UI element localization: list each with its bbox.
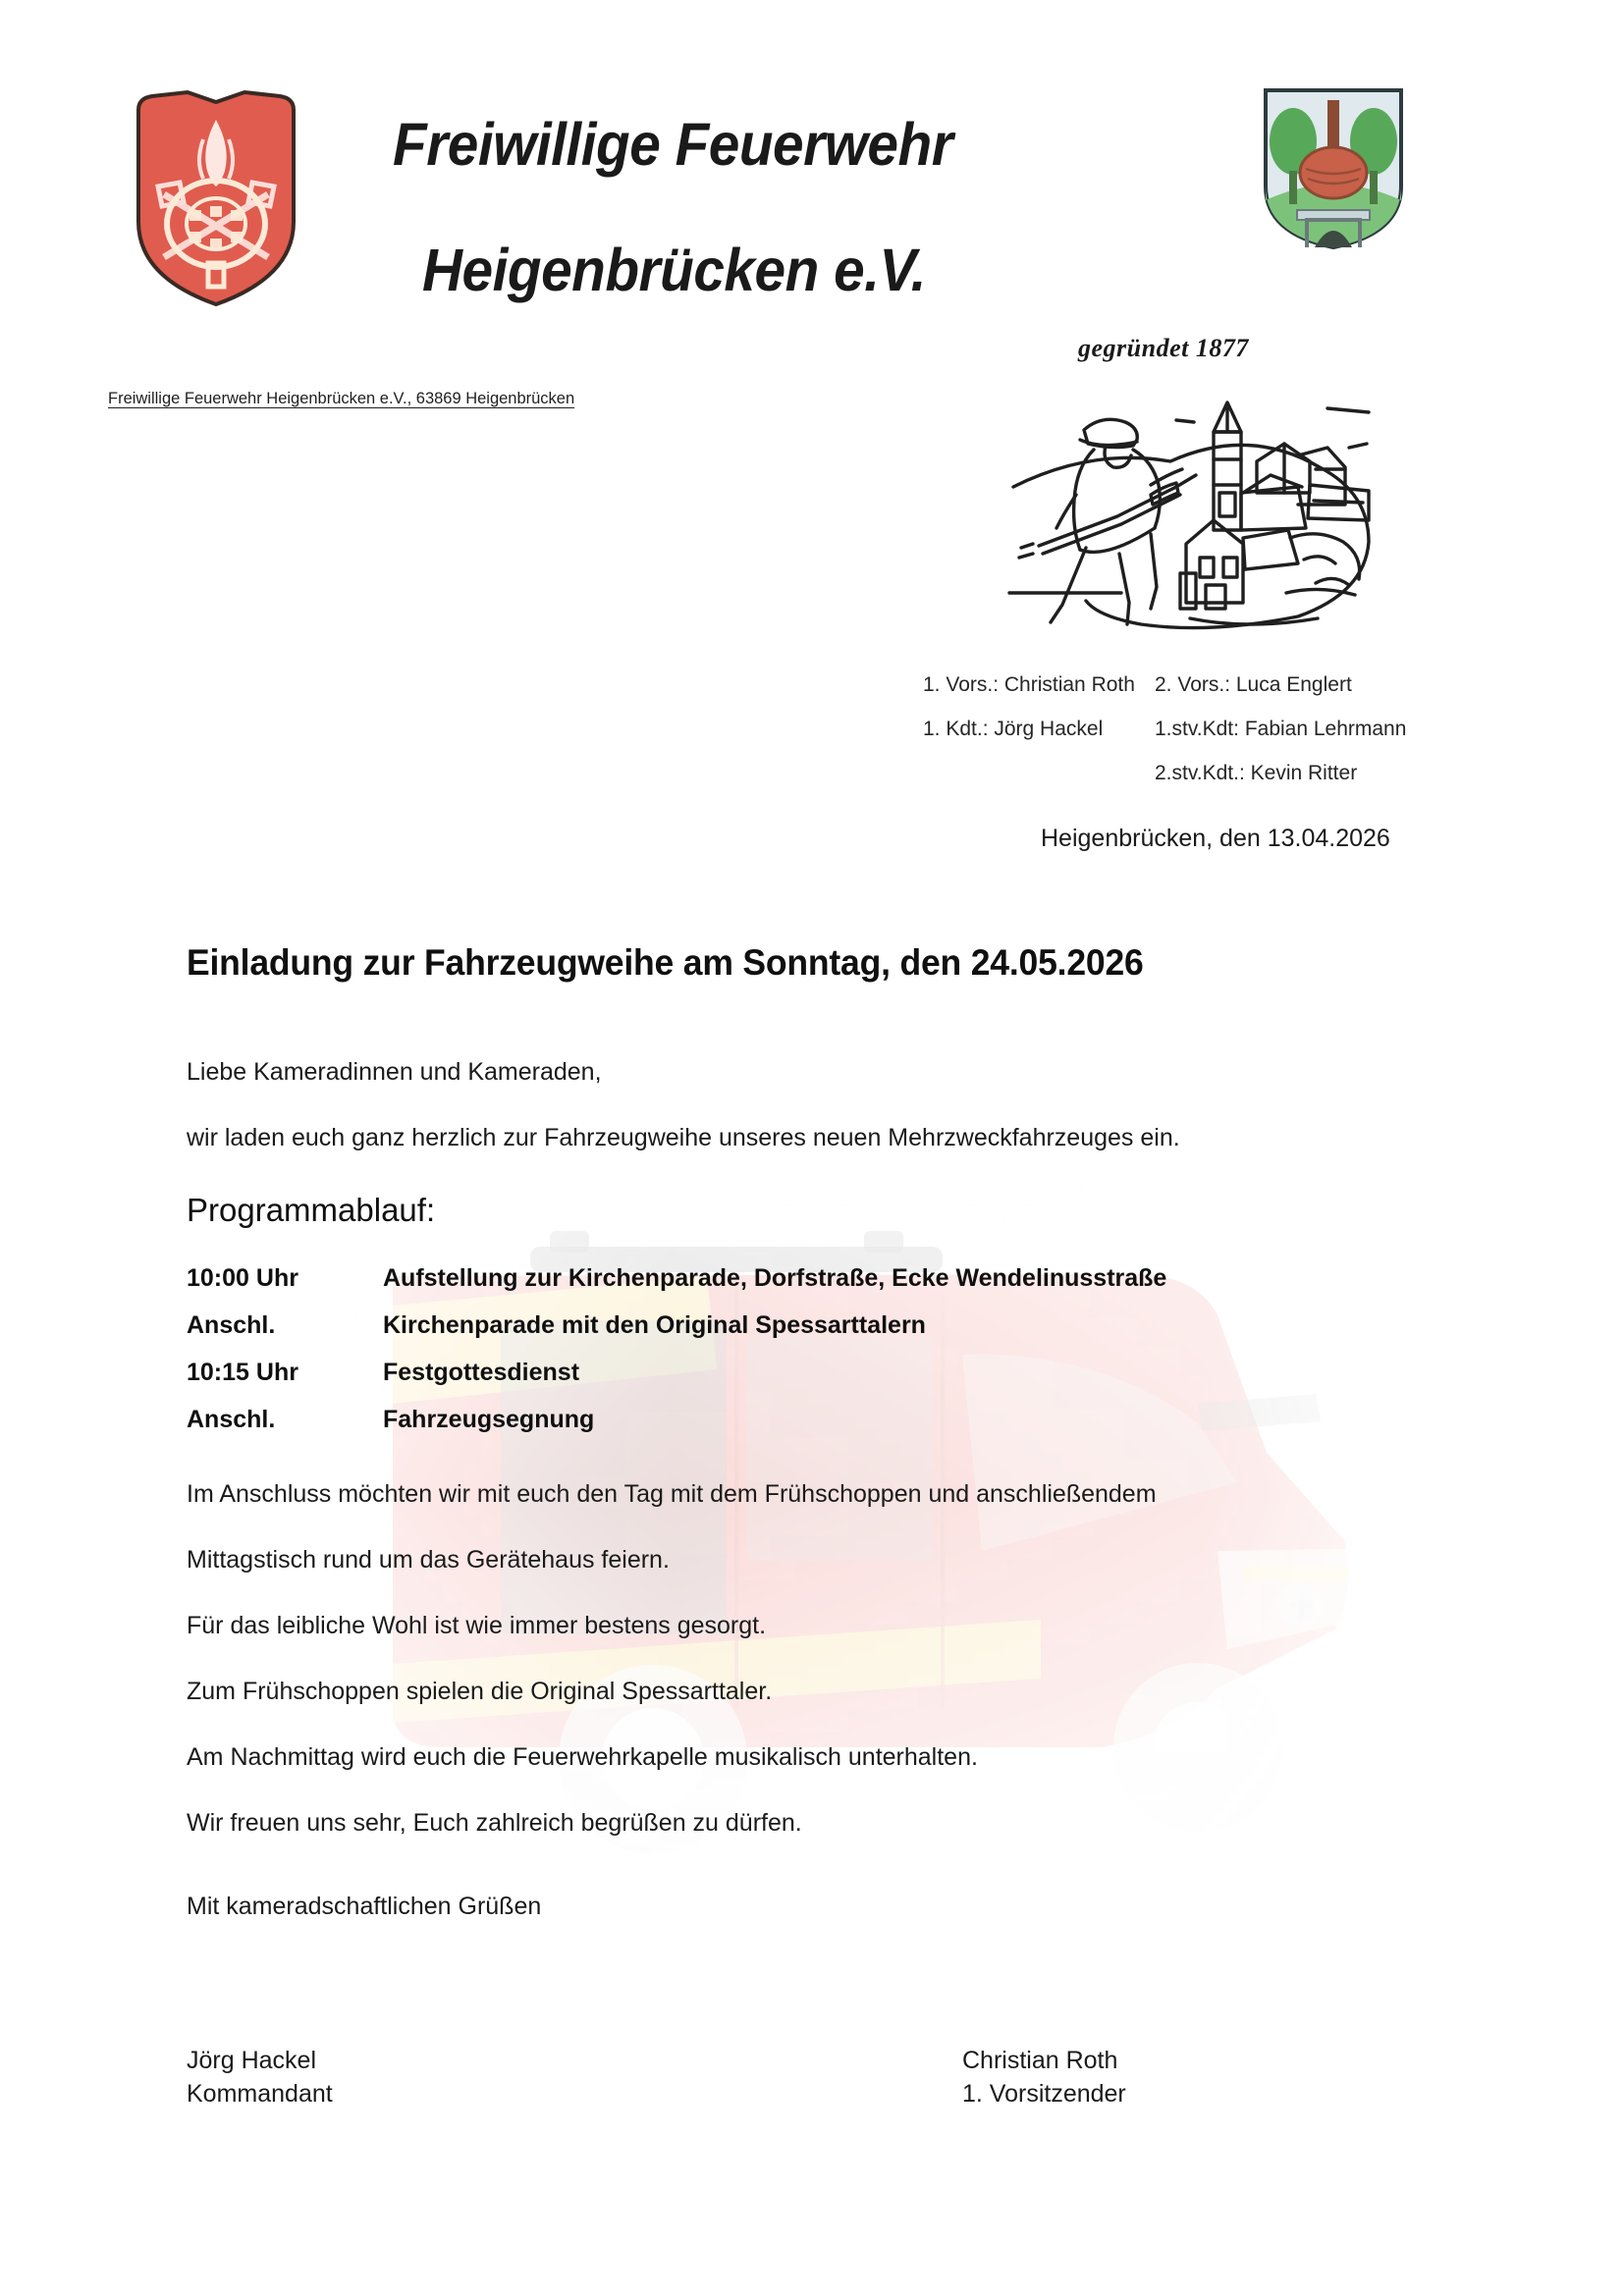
schedule-time: 10:15 Uhr — [187, 1359, 298, 1386]
officer-row — [923, 718, 1473, 762]
signature-name-right: Christian Roth — [962, 2047, 1118, 2074]
officer-name: 2. Vors.: Luca Englert — [1155, 673, 1352, 696]
heigenbruecken-village-crest-icon — [1260, 84, 1407, 251]
officer-name: 1. Vors.: Christian Roth — [923, 673, 1135, 696]
schedule-row — [187, 1359, 1463, 1406]
closing-greeting: Mit kameradschaftlichen Grüßen — [187, 1893, 542, 1920]
return-address-line: Freiwillige Feuerwehr Heigenbrücken e.V., 63869 Heigenbrücken — [108, 389, 575, 407]
schedule-description: Festgottesdienst — [383, 1359, 580, 1386]
letterhead — [0, 0, 1624, 373]
programme-schedule — [187, 1264, 1463, 1453]
schedule-time: Anschl. — [187, 1406, 276, 1433]
schedule-description: Fahrzeugsegnung — [383, 1406, 595, 1433]
place-and-date: Heigenbrücken, den 13.04.2026 — [1041, 825, 1390, 852]
signature-block — [187, 2047, 1463, 2113]
schedule-description: Kirchenparade mit den Original Spessarttalern — [383, 1311, 926, 1339]
officers-list — [923, 673, 1473, 806]
schedule-row — [187, 1406, 1463, 1453]
schedule-time: Anschl. — [187, 1311, 276, 1339]
officer-row — [923, 673, 1473, 718]
organisation-name-line2: Heigenbrücken e.V. — [422, 237, 926, 303]
signature-name-left: Jörg Hackel — [187, 2047, 316, 2074]
schedule-description: Aufstellung zur Kirchenparade, Dorfstraße, Ecke Wendelinusstraße — [383, 1264, 1167, 1292]
schedule-time: 10:00 Uhr — [187, 1264, 298, 1292]
intro-paragraph: wir laden euch ganz herzlich zur Fahrzeugweihe unseres neuen Mehrzweckfahrzeuges ein. — [187, 1124, 1180, 1151]
schedule-row — [187, 1311, 1463, 1359]
body-paragraph-line: Mittagstisch rund um das Gerätehaus feiern. — [187, 1546, 670, 1574]
officer-name: 2.stv.Kdt.: Kevin Ritter — [1155, 762, 1358, 784]
salutation: Liebe Kameradinnen und Kameraden, — [187, 1058, 602, 1086]
programme-section-title: Programmablauf: — [187, 1192, 436, 1228]
organisation-name-line1: Freiwillige Feuerwehr — [393, 111, 953, 178]
body-paragraph-line: Am Nachmittag wird euch die Feuerwehrkapelle musikalisch unterhalten. — [187, 1743, 978, 1771]
signature-roles-row — [187, 2080, 1463, 2113]
body-paragraph-line: Für das leibliche Wohl ist wie immer bestens gesorgt. — [187, 1612, 767, 1639]
invitation-headline: Einladung zur Fahrzeugweihe am Sonntag, den 24.05.2026 — [187, 942, 1144, 983]
body-paragraph-line: Zum Frühschoppen spielen die Original Spessarttaler. — [187, 1678, 773, 1705]
signature-role-left: Kommandant — [187, 2080, 333, 2108]
body-paragraph-line: Wir freuen uns sehr, Euch zahlreich begrüßen zu dürfen. — [187, 1809, 802, 1837]
signature-names-row — [187, 2047, 1463, 2080]
signature-role-right: 1. Vorsitzender — [962, 2080, 1126, 2108]
officer-row — [923, 762, 1473, 806]
founded-year-label: gegründet 1877 — [1078, 334, 1249, 362]
officer-name: 1. Kdt.: Jörg Hackel — [923, 718, 1104, 740]
body-paragraph-line: Im Anschluss möchten wir mit euch den Tag mit dem Frühschoppen und anschließendem — [187, 1480, 1157, 1508]
closing-paragraphs — [187, 1482, 1463, 1836]
letter-body — [187, 942, 1463, 1960]
schedule-row — [187, 1264, 1463, 1311]
firefighter-village-illustration — [1003, 391, 1394, 634]
officer-name: 1.stv.Kdt: Fabian Lehrmann — [1155, 718, 1407, 740]
fire-brigade-crest-icon — [129, 84, 303, 308]
